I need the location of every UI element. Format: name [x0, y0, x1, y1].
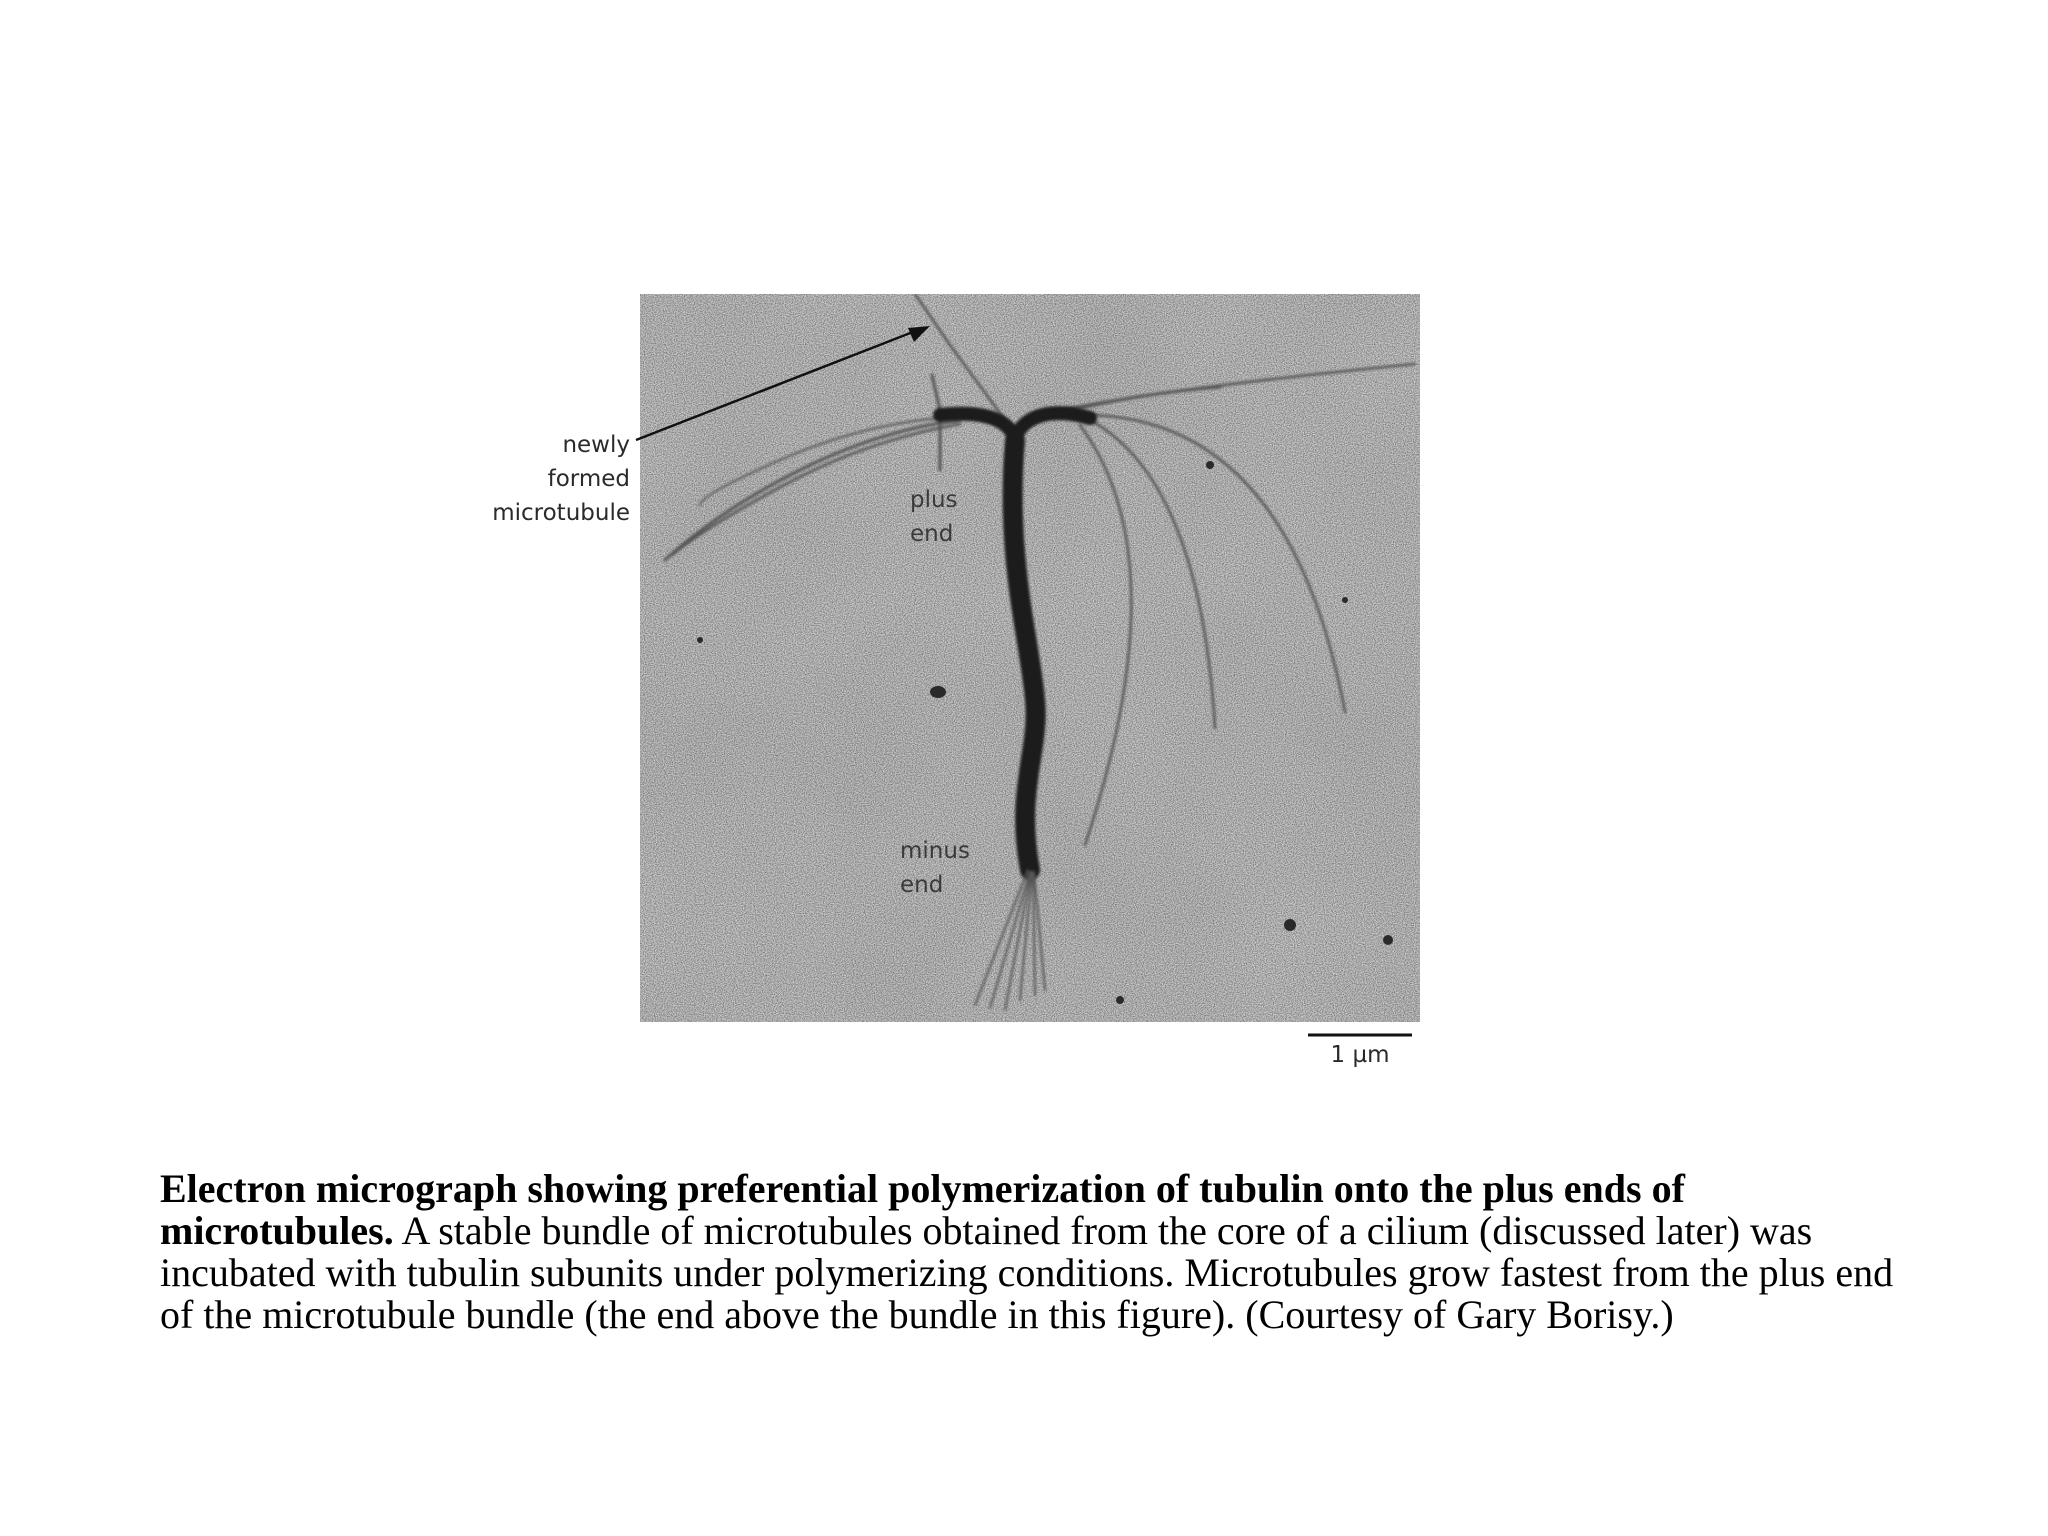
- svg-text:end: end: [900, 872, 944, 898]
- svg-text:plus: plus: [910, 487, 958, 513]
- micrograph-panel: [640, 294, 1420, 1022]
- svg-text:end: end: [910, 521, 954, 547]
- caption-title: Electron micrograph showing preferential polymerization of tubulin onto the plus ends of microtubules.: [160, 1166, 1685, 1253]
- scale-bar-label: 1 µm: [1330, 1042, 1390, 1068]
- figure-caption: [160, 1168, 1920, 1336]
- scale-bar: [1308, 1035, 1412, 1068]
- caption-body: A stable bundle of microtubules obtained from the core of a cilium (discussed later) was incubated with tubulin subunits under polymerizing conditions. Microtubules grow fastest from the plus end of the microtubule bundle (the end above the bundle in this figure). (Courtesy of Gary Borisy.): [160, 1208, 1894, 1337]
- svg-text:formed: formed: [547, 466, 630, 492]
- svg-text:minus: minus: [900, 838, 970, 864]
- label-newly-formed-microtubule: [492, 432, 630, 526]
- svg-text:microtubule: microtubule: [492, 500, 630, 526]
- svg-text:newly: newly: [562, 432, 630, 458]
